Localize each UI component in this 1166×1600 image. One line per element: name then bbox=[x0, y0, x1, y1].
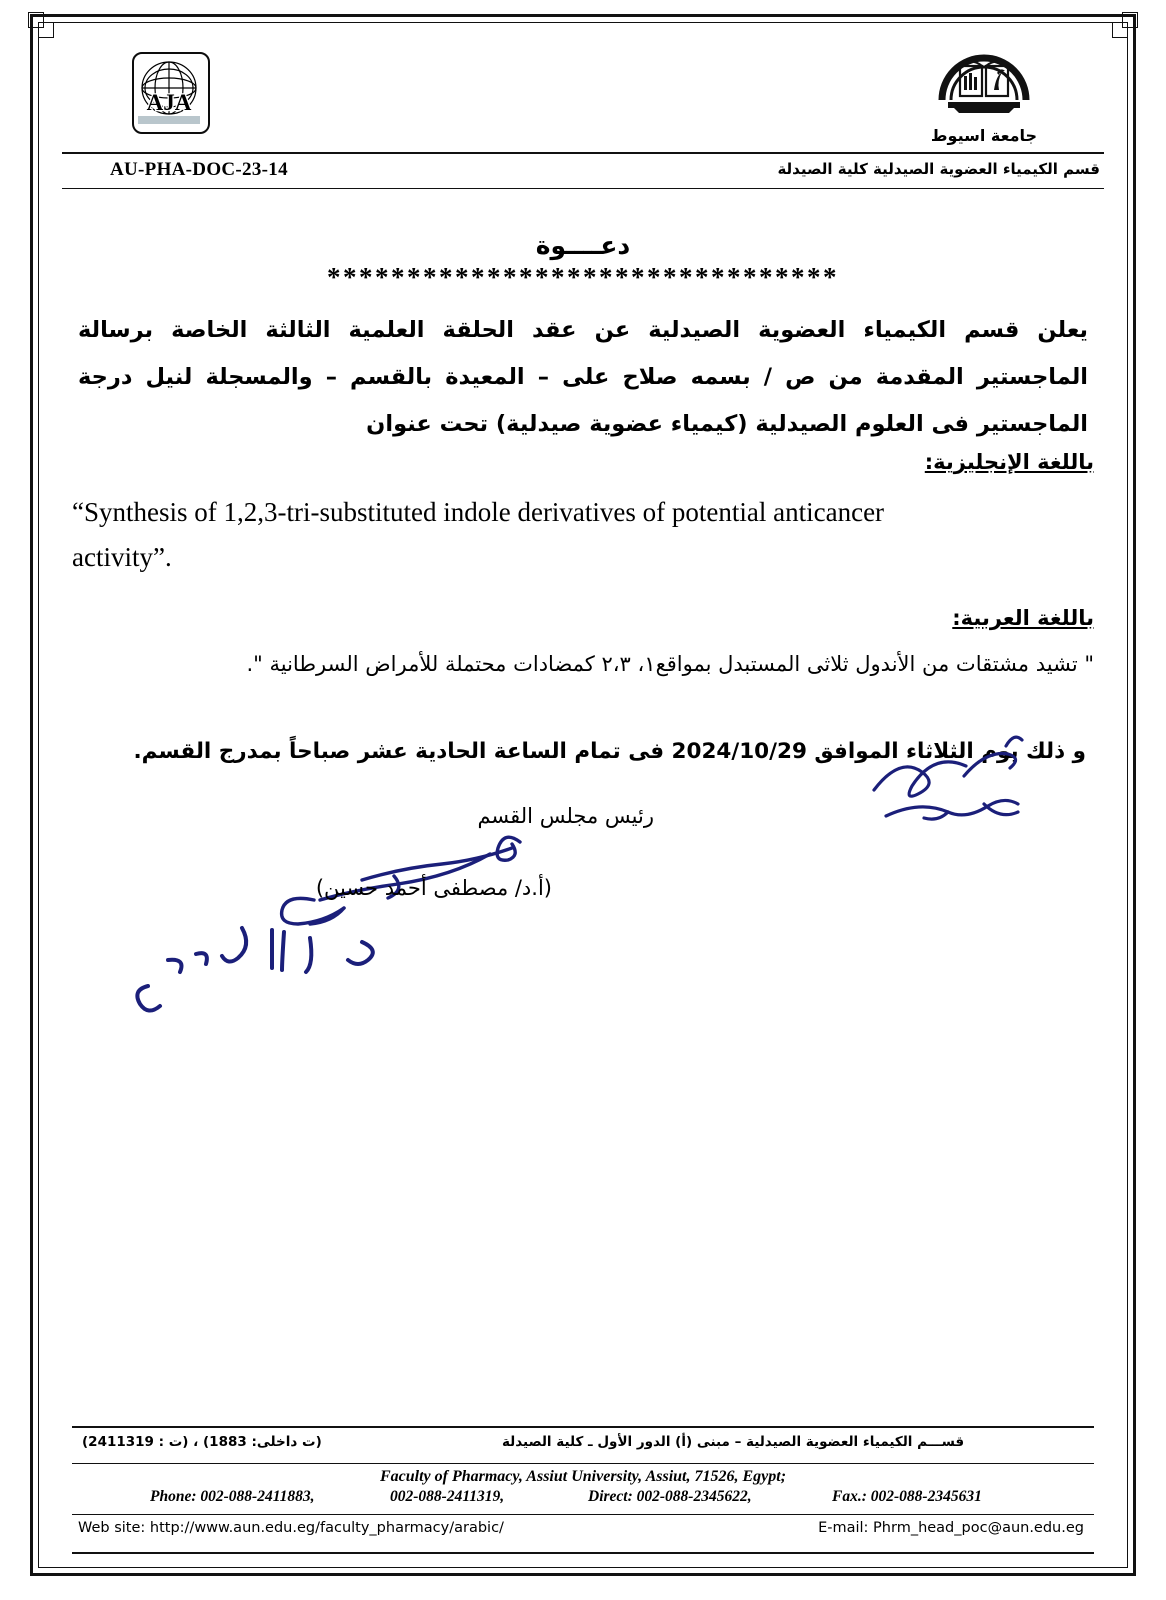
handwritten-date-mark bbox=[114, 914, 404, 1024]
footer-email[interactable]: E-mail: Phrm_head_poc@aun.edu.eg bbox=[818, 1520, 1084, 1536]
footer-english-block bbox=[72, 1464, 1094, 1514]
signature-block bbox=[72, 774, 1094, 1004]
event-datetime-text: و ذلك يوم الثلاثاء الموافق 2024/10/29 فى تمام الساعة الحادية عشر صباحاً بمدرج القسم. bbox=[133, 739, 1086, 764]
footer-rule-last bbox=[72, 1552, 1094, 1554]
page-footer bbox=[72, 1426, 1094, 1554]
svg-text:AJA: AJA bbox=[146, 90, 192, 115]
footer-arabic-row bbox=[72, 1428, 1094, 1463]
thesis-title-english: “Synthesis of 1,2,3-tri-substituted indole derivatives of potential anticancer activity”. bbox=[72, 497, 885, 572]
signature-name: (أ.د/ مصطفى أحمد حسين) bbox=[315, 876, 552, 900]
aja-globe-logo-icon bbox=[132, 52, 210, 134]
document-body bbox=[62, 231, 1104, 1004]
asterisk-divider: ******************************** bbox=[327, 262, 839, 292]
university-crest-icon bbox=[924, 40, 1044, 124]
signature-mark-top bbox=[856, 712, 1086, 832]
footer-phone-2: 002-088-2411319, bbox=[390, 1488, 505, 1505]
announcement-line-1: يعلن قسم الكيمياء العضوية الصيدلية عن عقد الحلقة العلمية الثالثة الخاصة برسالة bbox=[78, 317, 1088, 343]
footer-phone-1: Phone: 002-088-2411883, bbox=[150, 1488, 315, 1505]
corner-ornament-top-left bbox=[28, 12, 54, 38]
footer-phone-row bbox=[72, 1488, 1094, 1512]
assiut-university-logo bbox=[914, 40, 1054, 145]
header-bar bbox=[62, 154, 1104, 188]
university-name: جامعة اسيوط bbox=[930, 126, 1038, 145]
department-header: قسم الكيمياء العضوية الصيدلية كلية الصيدلة bbox=[777, 160, 1100, 178]
document-content bbox=[62, 34, 1104, 1554]
footer-contact-row bbox=[72, 1515, 1094, 1550]
footer-address-arabic: قســـم الكيمياء العضوية الصيدلية – مبنى (أ) الدور الأول ـ كلية الصيدلة bbox=[502, 1434, 965, 1450]
thesis-title-arabic: " تشيد مشتقات من الأندول ثلاثى المستبدل بمواقع١، ٢،٣ كمضادات محتملة للأمراض السرطانية ". bbox=[246, 652, 1094, 676]
signature-role: رئيس مجلس القسم bbox=[477, 804, 654, 828]
invitation-title: دعــــوة bbox=[535, 231, 631, 260]
footer-address-english: Faculty of Pharmacy, Assiut University, Assiut, 71526, Egypt; bbox=[379, 1468, 787, 1485]
header-rule-bottom bbox=[62, 188, 1104, 189]
footer-website[interactable]: Web site: http://www.aun.edu.eg/faculty_pharmacy/arabic/ bbox=[78, 1520, 504, 1536]
footer-phone-direct: Direct: 002-088-2345622, bbox=[588, 1488, 752, 1505]
document-code: AU-PHA-DOC-23-14 bbox=[110, 159, 288, 180]
english-language-label: باللغة الإنجليزية: bbox=[924, 450, 1094, 474]
corner-ornament-top-right bbox=[1112, 12, 1138, 38]
arabic-language-label: باللغة العربية: bbox=[952, 606, 1094, 630]
footer-extensions: (ت داخلى: 1883) ، (ت : 2411319) bbox=[82, 1434, 322, 1450]
announcement-line-2: الماجستير المقدمة من ص / بسمه صلاح على – المعيدة بالقسم – والمسجلة لنيل درجة bbox=[78, 364, 1088, 390]
header-logos bbox=[62, 34, 1104, 152]
footer-fax: Fax.: 002-088-2345631 bbox=[832, 1488, 982, 1505]
announcement-line-3: الماجستير فى العلوم الصيدلية (كيمياء عضوية صيدلية) تحت عنوان bbox=[366, 411, 1088, 437]
